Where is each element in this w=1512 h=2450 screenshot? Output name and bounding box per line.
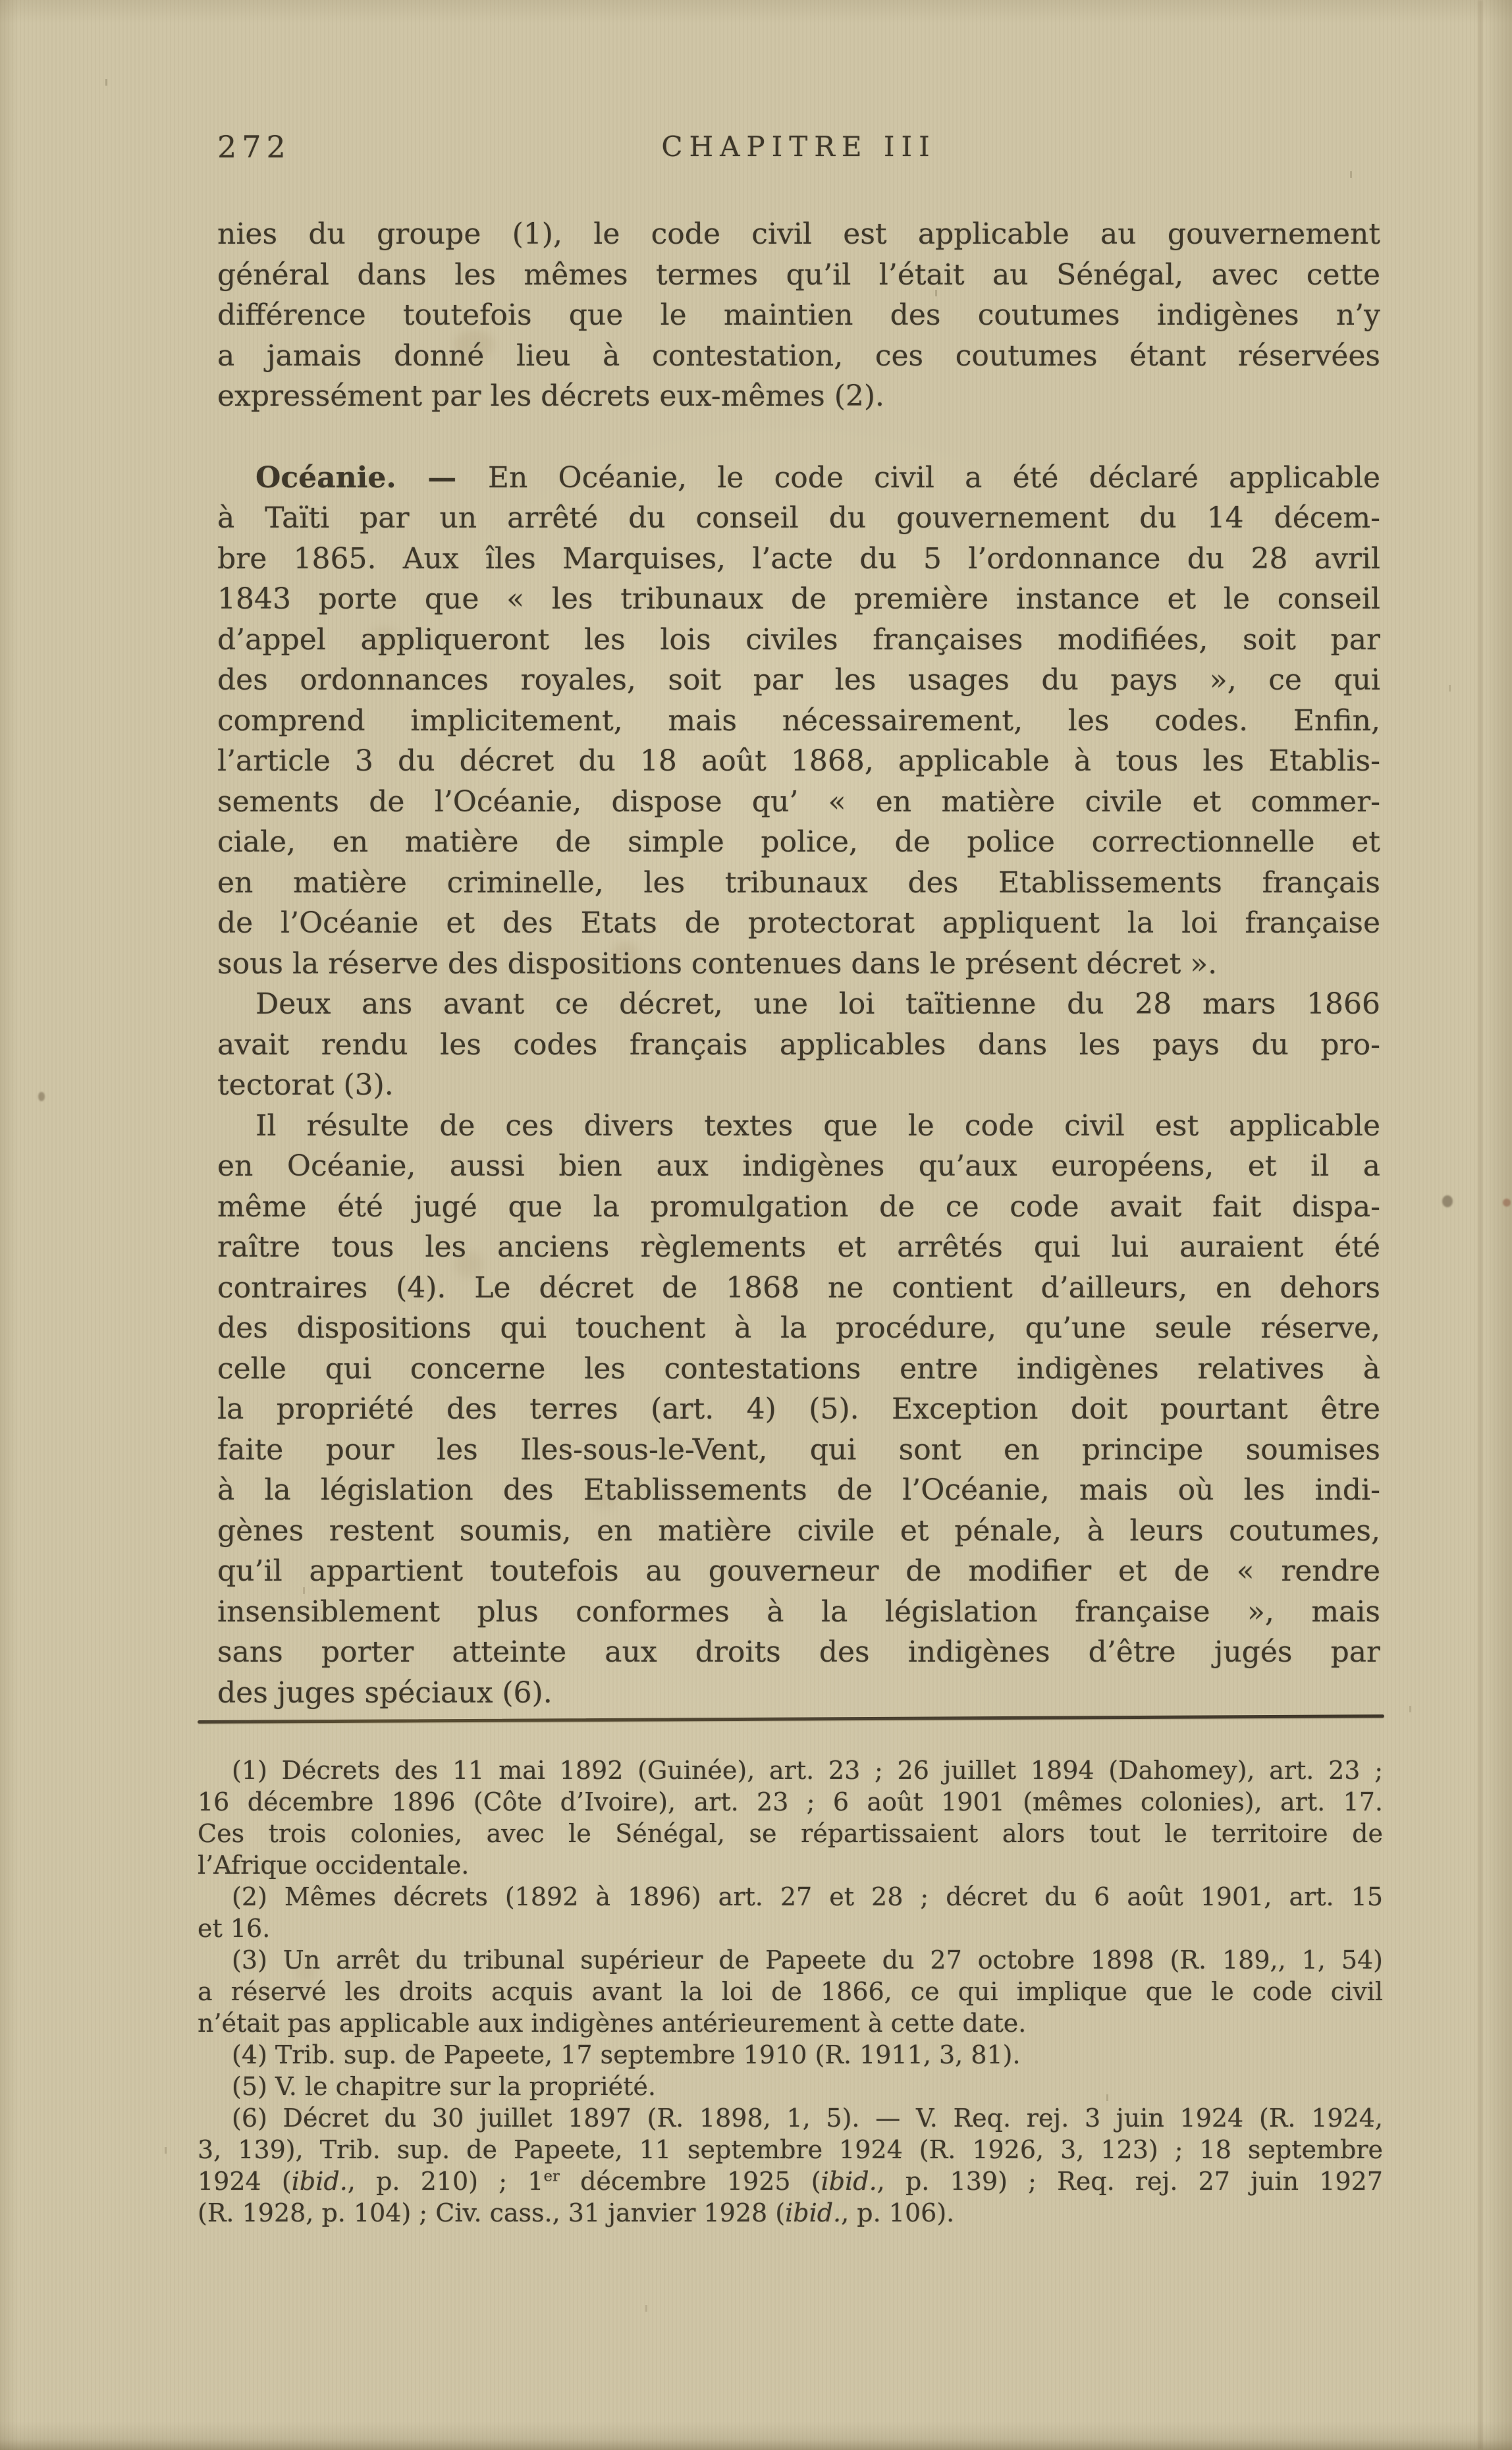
text-line bbox=[217, 944, 1380, 985]
page-edge-crease bbox=[1479, 0, 1482, 2450]
text-segment: En Océanie, le code civil a été déclaré applicable bbox=[487, 460, 1380, 495]
text-segment: ciale, en matière de simple police, de police correctionnelle et bbox=[217, 825, 1380, 859]
text-segment: Ces trois colonies, avec le Sénégal, se répartissaient alors tout le territoire de bbox=[198, 1819, 1383, 1848]
text-segment: a jamais donné lieu à contestation, ces coutumes étant réservées bbox=[217, 339, 1380, 373]
text-segment: qu’il appartient toutefois au gouverneur de modifier et de « rendre bbox=[217, 1554, 1380, 1588]
text-segment: nies du groupe (1), le code civil est applicable au gouvernement bbox=[217, 217, 1380, 251]
text-segment: gènes restent soumis, en matière civile et pénale, à leurs coutumes, bbox=[217, 1513, 1380, 1548]
text-segment: sous la réserve des dispositions contenues dans le présent décret ». bbox=[217, 946, 1218, 981]
text-segment: comprend implicitement, mais nécessairement, les codes. Enfin, bbox=[217, 703, 1380, 738]
text-segment: à la législation des Etablissements de l’Océanie, mais où les indi- bbox=[217, 1473, 1380, 1507]
text-line bbox=[217, 214, 1380, 255]
text-line bbox=[217, 1025, 1380, 1066]
text-segment: ibid. bbox=[785, 2198, 842, 2227]
text-line bbox=[198, 2197, 1383, 2229]
text-line bbox=[217, 620, 1380, 661]
paper-speck bbox=[1503, 1199, 1511, 1207]
text-line bbox=[198, 1849, 1383, 1881]
text-segment: en matière criminelle, les tribunaux des Etablissements français bbox=[217, 865, 1380, 900]
text-segment: 16 décembre 1896 (Côte d’Ivoire), art. 23 ; 6 août 1901 (mêmes colonies), art. 17. bbox=[198, 1787, 1383, 1816]
chapter-title: CHAPITRE III bbox=[661, 130, 936, 163]
text-segment: n’était pas applicable aux indigènes antérieurement à cette date. bbox=[198, 2009, 1027, 2038]
text-segment: 3, 139), Trib. sup. de Papeete, 11 septembre 1924 (R. 1926, 3, 123) ; 18 septembre bbox=[198, 2135, 1383, 2164]
text-line bbox=[217, 1470, 1380, 1511]
text-segment: sans porter atteinte aux droits des indigènes d’être jugés par bbox=[217, 1635, 1380, 1669]
text-line bbox=[217, 822, 1380, 863]
text-line bbox=[217, 1430, 1380, 1471]
text-segment: (6) Décret du 30 juillet 1897 (R. 1898, 1, 5). — V. Req. rej. 3 juin 1924 (R. 1924, bbox=[232, 2104, 1383, 2133]
text-line bbox=[217, 295, 1380, 336]
text-segment: tectorat (3). bbox=[217, 1068, 394, 1102]
text-line bbox=[198, 2134, 1383, 2165]
text-line bbox=[198, 1976, 1383, 2007]
text-line bbox=[198, 1881, 1383, 1913]
text-segment: contraires (4). Le décret de 1868 ne contient d’ailleurs, en dehors bbox=[217, 1270, 1380, 1305]
text-segment: sements de l’Océanie, dispose qu’ « en matière civile et commer- bbox=[217, 784, 1380, 819]
text-segment: de l’Océanie et des Etats de protectorat appliquent la loi française bbox=[217, 906, 1380, 940]
text-line bbox=[198, 2071, 1383, 2102]
text-line bbox=[217, 1106, 1380, 1147]
text-segment: l’article 3 du décret du 18 août 1868, applicable à tous les Etablis- bbox=[217, 744, 1380, 778]
text-segment: , p. 139) ; Req. rej. 27 juin 1927 bbox=[877, 2167, 1383, 2196]
text-line bbox=[198, 2039, 1383, 2071]
text-line bbox=[217, 539, 1380, 580]
text-segment: (R. 1928, p. 104) ; Civ. cass., 31 janvier 1928 ( bbox=[198, 2198, 786, 2227]
text-line bbox=[217, 1673, 1380, 1714]
text-line bbox=[198, 2102, 1383, 2134]
text-segment: (1) Décrets des 11 mai 1892 (Guinée), art. 23 ; 26 juillet 1894 (Dahomey), art. 23 ; bbox=[232, 1756, 1383, 1785]
text-line bbox=[198, 1818, 1383, 1849]
text-line bbox=[217, 984, 1380, 1025]
text-line bbox=[217, 336, 1380, 377]
text-segment: (4) Trib. sup. de Papeete, 17 septembre 1910 (R. 1911, 3, 81). bbox=[232, 2040, 1021, 2069]
text-line bbox=[217, 1065, 1380, 1106]
text-segment: différence toutefois que le maintien des coutumes indigènes n’y bbox=[217, 298, 1380, 332]
text-segment: des ordonnances royales, soit par les usages du pays », ce qui bbox=[217, 663, 1380, 697]
text-line bbox=[217, 660, 1380, 701]
text-line bbox=[217, 1389, 1380, 1430]
text-segment: même été jugé que la promulgation de ce code avait fait dispa- bbox=[217, 1189, 1380, 1224]
text-line bbox=[217, 1349, 1380, 1390]
text-segment: celle qui concerne les contestations entre indigènes relatives à bbox=[217, 1351, 1380, 1386]
text-line bbox=[217, 1511, 1380, 1552]
text-segment: ibid. bbox=[291, 2167, 348, 2196]
text-segment: en Océanie, aussi bien aux indigènes qu’aux européens, et il a bbox=[217, 1149, 1380, 1183]
text-line bbox=[217, 701, 1380, 742]
text-line bbox=[217, 1146, 1380, 1187]
text-line bbox=[217, 1308, 1380, 1349]
text-segment: faite pour les Iles-sous-le-Vent, qui sont en principe soumises bbox=[217, 1432, 1380, 1467]
text-line bbox=[217, 1268, 1380, 1309]
text-segment: , p. 210) ; 1 bbox=[347, 2167, 544, 2196]
text-segment: d’appel appliqueront les lois civiles françaises modifiées, soit par bbox=[217, 622, 1380, 657]
text-segment: et 16. bbox=[198, 1914, 271, 1943]
text-line bbox=[217, 741, 1380, 782]
text-line bbox=[217, 903, 1380, 944]
text-segment: décembre 1925 ( bbox=[559, 2167, 821, 2196]
text-segment: 1924 ( bbox=[198, 2167, 292, 2196]
text-line bbox=[217, 1227, 1380, 1268]
text-segment: ibid. bbox=[821, 2167, 877, 2196]
text-line bbox=[217, 1592, 1380, 1633]
text-segment: a réservé les droits acquis avant la loi de 1866, ce qui implique que le code civil bbox=[198, 1977, 1383, 2006]
text-line bbox=[198, 1913, 1383, 1944]
text-line bbox=[217, 255, 1380, 296]
paper-speck bbox=[38, 1092, 45, 1101]
paper-fibers bbox=[105, 79, 107, 86]
text-line bbox=[217, 458, 1380, 499]
text-line bbox=[217, 1187, 1380, 1228]
text-segment: l’Afrique occidentale. bbox=[198, 1851, 470, 1880]
text-segment: général dans les mêmes termes qu’il l’était au Sénégal, avec cette bbox=[217, 258, 1380, 292]
text-segment: à Taïti par un arrêté du conseil du gouvernement du 14 décem- bbox=[217, 501, 1380, 535]
text-segment: insensiblement plus conformes à la législation française », mais bbox=[217, 1594, 1380, 1629]
text-line bbox=[198, 1755, 1383, 1786]
text-line bbox=[217, 376, 1380, 417]
text-segment: Il résulte de ces divers textes que le code civil est applicable bbox=[256, 1108, 1380, 1143]
text-line bbox=[217, 579, 1380, 620]
text-line bbox=[217, 1551, 1380, 1592]
text-segment: la propriété des terres (art. 4) (5). Exception doit pourtant être bbox=[217, 1392, 1380, 1426]
text-line bbox=[217, 782, 1380, 823]
text-segment: (2) Mêmes décrets (1892 à 1896) art. 27 et 28 ; décret du 6 août 1901, art. 15 bbox=[232, 1882, 1383, 1911]
paper-speck bbox=[1442, 1195, 1453, 1207]
text-segment: (3) Un arrêt du tribunal supérieur de Papeete du 27 octobre 1898 (R. 189,, 1, 54) bbox=[232, 1946, 1383, 1974]
body-text bbox=[217, 214, 1380, 1713]
footnote-separator-rule bbox=[198, 1714, 1384, 1724]
text-segment: des juges spéciaux (6). bbox=[217, 1675, 553, 1710]
page-number: 272 bbox=[217, 129, 291, 165]
text-line bbox=[217, 863, 1380, 904]
text-segment: Deux ans avant ce décret, une loi taïtienne du 28 mars 1866 bbox=[256, 987, 1380, 1021]
text-line bbox=[217, 1632, 1380, 1673]
text-line bbox=[198, 1786, 1383, 1818]
text-line bbox=[198, 2007, 1383, 2039]
text-line bbox=[198, 2165, 1383, 2197]
text-segment: bre 1865. Aux îles Marquises, l’acte du 5 l’ordonnance du 28 avril bbox=[217, 541, 1380, 576]
text-segment: expressément par les décrets eux-mêmes (2). bbox=[217, 379, 885, 413]
text-segment: raître tous les anciens règlements et arrêtés qui lui auraient été bbox=[217, 1230, 1380, 1264]
text-segment: (5) V. le chapitre sur la propriété. bbox=[232, 2072, 656, 2101]
text-segment: des dispositions qui touchent à la procédure, qu’une seule réserve, bbox=[217, 1311, 1380, 1345]
text-segment: avait rendu les codes français applicables dans les pays du pro- bbox=[217, 1027, 1380, 1062]
text-segment: er bbox=[543, 2167, 560, 2185]
text-segment: , p. 106). bbox=[841, 2198, 955, 2227]
text-segment: 1843 porte que « les tribunaux de première instance et le conseil bbox=[217, 582, 1380, 616]
footnotes-text bbox=[198, 1755, 1383, 2229]
paragraph-lead: Océanie. — bbox=[256, 460, 488, 495]
text-line bbox=[217, 498, 1380, 539]
text-line bbox=[198, 1944, 1383, 1976]
